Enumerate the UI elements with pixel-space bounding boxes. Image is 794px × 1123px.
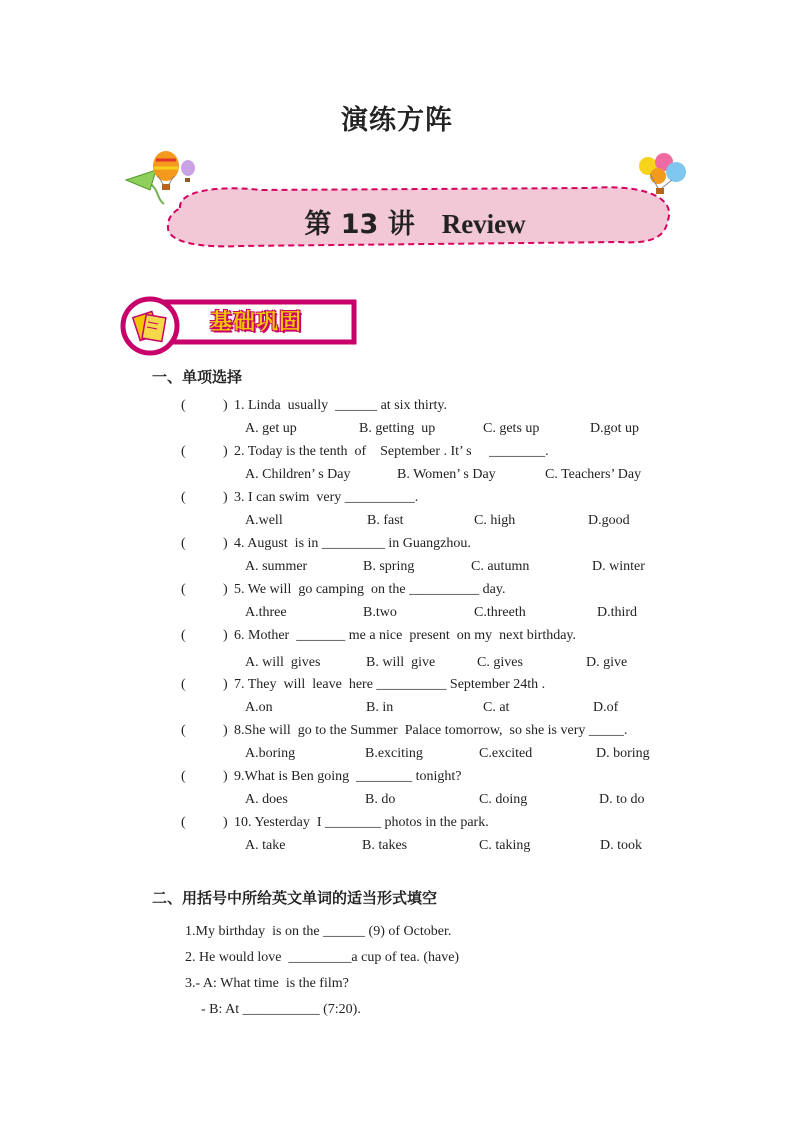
option: B. getting up — [359, 421, 436, 436]
question-stem: 2. Today is the tenth of September . It’ s ________. — [234, 444, 549, 459]
option: B. do — [365, 792, 396, 807]
option: D.third — [597, 605, 638, 620]
question-stem: 1. Linda usually ______ at six thirty. — [234, 398, 447, 413]
small-balloon-icon — [181, 160, 195, 182]
option: C.excited — [479, 746, 533, 761]
answer-paren-open: ( — [181, 769, 186, 784]
option: C.threeth — [474, 605, 526, 620]
option: A. Children’ s Day — [245, 467, 351, 482]
kite-icon — [126, 170, 156, 190]
option: C. taking — [479, 838, 531, 853]
option: B. Women’ s Day — [397, 467, 496, 482]
question-stem: 5. We will go camping on the __________ day. — [234, 582, 506, 597]
part2-heading: 二、用括号中所给英文单词的适当形式填空 — [152, 889, 438, 907]
answer-paren-open: ( — [181, 677, 186, 692]
lesson-title — [160, 202, 670, 241]
option: C. at — [483, 700, 510, 715]
option: A.well — [245, 513, 283, 528]
option: B. will give — [366, 655, 436, 670]
option: A.on — [245, 700, 273, 715]
answer-paren-open: ( — [181, 490, 186, 505]
option: B. spring — [363, 559, 415, 574]
option: A. summer — [245, 559, 308, 574]
answer-paren-open: ( — [181, 815, 186, 830]
question-stem: 10. Yesterday I ________ photos in the park. — [234, 815, 489, 830]
option: B.exciting — [365, 746, 423, 761]
balloon-cluster-icon — [639, 153, 686, 194]
answer-paren-open: ( — [181, 628, 186, 643]
option: B. in — [366, 700, 394, 715]
option: D. to do — [599, 792, 645, 807]
answer-paren-close: ) — [223, 815, 228, 830]
option: B.two — [363, 605, 397, 620]
answer-paren-open: ( — [181, 536, 186, 551]
answer-paren-close: ) — [223, 582, 228, 597]
option: D. boring — [596, 746, 650, 761]
fill-item: 2. He would love _________a cup of tea. (have) — [185, 950, 460, 965]
lesson-number: 第 13 讲 — [304, 209, 415, 240]
answer-paren-open: ( — [181, 723, 186, 738]
option: D. winter — [592, 559, 645, 574]
question-stem: 6. Mother _______ me a nice present on my next birthday. — [234, 628, 577, 643]
section-label: 基础巩固 — [210, 310, 303, 335]
fill-item: 1.My birthday is on the ______ (9) of October. — [185, 924, 452, 939]
option: C. autumn — [471, 559, 530, 574]
option: D.good — [588, 513, 630, 528]
answer-paren-close: ) — [223, 444, 228, 459]
answer-paren-close: ) — [223, 628, 228, 643]
question-stem: 8.She will go to the Summer Palace tomorrow, so she is very _____. — [234, 723, 628, 738]
page-title: 演练方阵 — [341, 105, 453, 136]
question-stem: 4. August is in _________ in Guangzhou. — [234, 536, 471, 551]
option: D. give — [586, 655, 628, 670]
answer-paren-close: ) — [223, 723, 228, 738]
part1-heading: 一、单项选择 — [152, 368, 243, 386]
option: A.three — [245, 605, 287, 620]
option: D.got up — [590, 421, 639, 436]
option: B. takes — [362, 838, 408, 853]
option: A.boring — [245, 746, 296, 761]
option: C. doing — [479, 792, 528, 807]
option: D. took — [600, 838, 642, 853]
option: C. Teachers’ Day — [545, 467, 642, 482]
question-stem: 9.What is Ben going ________ tonight? — [234, 769, 462, 784]
option: A. does — [245, 792, 288, 807]
option: A. get up — [245, 421, 297, 436]
answer-paren-open: ( — [181, 444, 186, 459]
fill-item: 3.- A: What time is the film? — [185, 976, 349, 991]
option: C. high — [474, 513, 516, 528]
answer-paren-close: ) — [223, 398, 228, 413]
answer-paren-close: ) — [223, 490, 228, 505]
answer-paren-close: ) — [223, 536, 228, 551]
option: C. gives — [477, 655, 523, 670]
hot-air-balloon-icon — [153, 151, 179, 190]
option: C. gets up — [483, 421, 540, 436]
option: D.of — [593, 700, 619, 715]
fill-item: - B: At ___________ (7:20). — [201, 1002, 361, 1017]
question-stem: 7. They will leave here __________ September 24th . — [234, 677, 546, 692]
option: A. take — [245, 838, 286, 853]
option: A. will gives — [245, 655, 321, 670]
answer-paren-open: ( — [181, 582, 186, 597]
question-stem: 3. I can swim very __________. — [234, 490, 419, 505]
answer-paren-close: ) — [223, 677, 228, 692]
option: B. fast — [367, 513, 404, 528]
answer-paren-open: ( — [181, 398, 186, 413]
answer-paren-close: ) — [223, 769, 228, 784]
lesson-name: Review — [441, 209, 526, 239]
